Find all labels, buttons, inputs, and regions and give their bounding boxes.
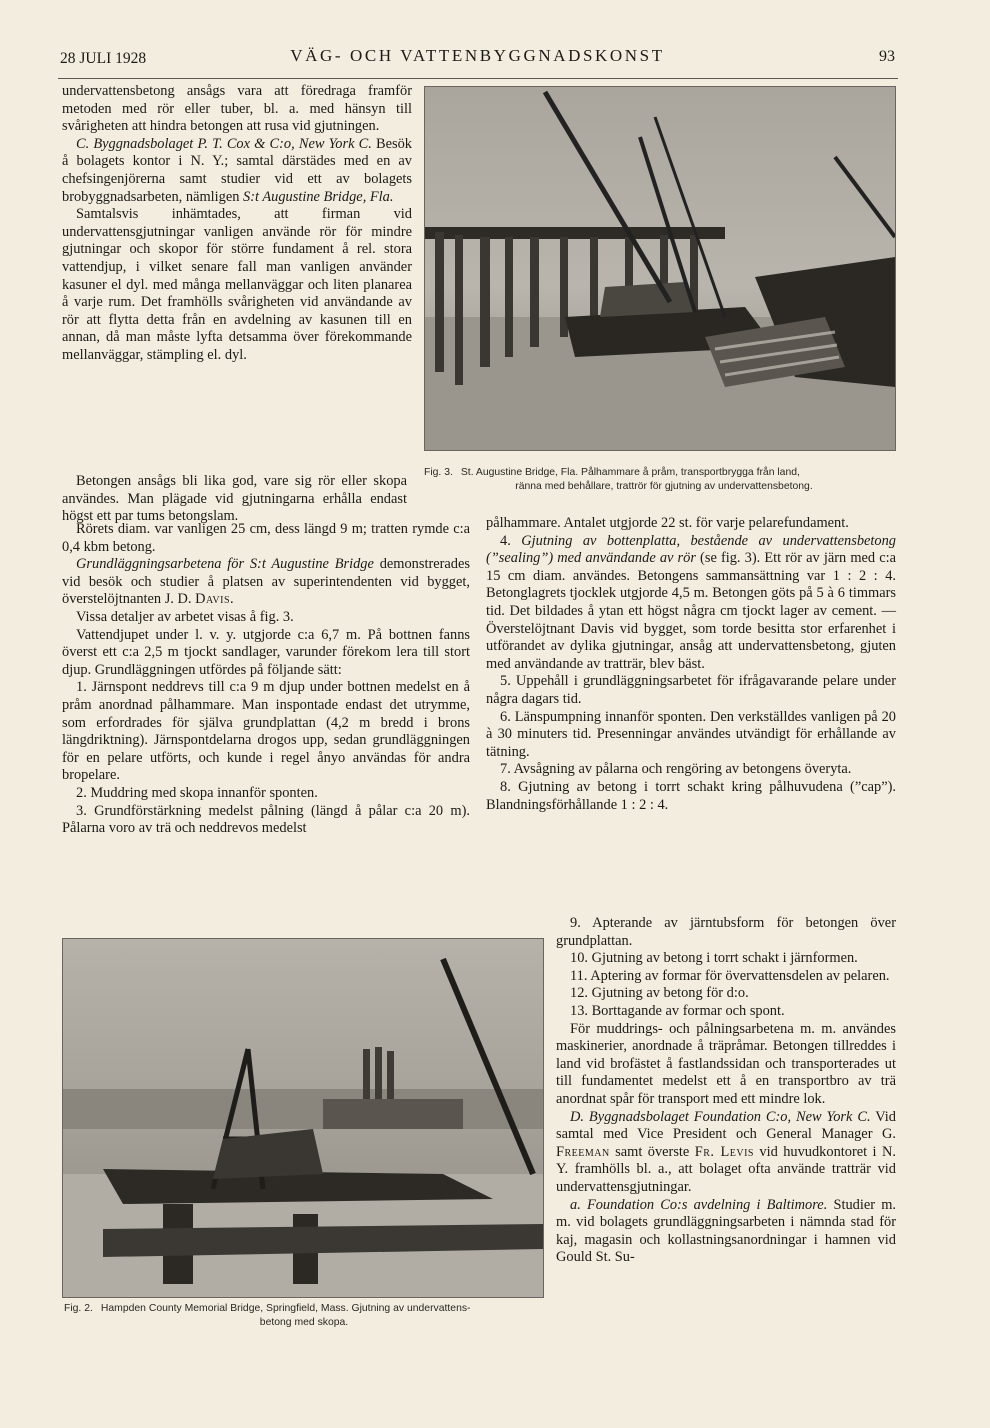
caption-line: St. Augustine Bridge, Fla. Pålhammare å pråm, transportbrygga från land,	[460, 467, 800, 478]
italic-heading: Grundläggningsarbetena för S:t Augustine Bridge	[76, 556, 374, 573]
figure-2-caption	[64, 1302, 544, 1330]
section-c-label: C. Byggnadsbolaget P. T. Cox & C:o, New York C.	[76, 135, 372, 152]
figure-3-caption	[424, 466, 904, 494]
list-item: 3. Grundförstärkning medelst pålning (längd å pålar c:a 20 m). Pålarna voro av trä och neddrevos medelst	[62, 802, 470, 837]
caption-line: Hampden County Memorial Bridge, Springfield, Mass. Gjutning av undervattens-	[100, 1303, 471, 1314]
paragraph: undervattensbetong ansågs vara att föredraga framför metoden med rör eller tuber, bl. a. med hänsyn till svårigheten att hindra betongen att rusa vid gjutningen.	[62, 83, 412, 135]
section-c-paragraph	[62, 136, 412, 206]
section-d-paragraph	[556, 1109, 896, 1197]
paragraph-text: demonstrerades vid besök och studier å platsen av superintendenten vid bygget, överstelöjtnanten J. D.	[62, 556, 470, 608]
column-right-bottom	[556, 915, 896, 1267]
column-left-mid	[62, 473, 407, 526]
column-right-main	[486, 515, 896, 814]
caption-line: ränna med behållare, trattrör för gjutning av undervattensbetong.	[515, 481, 813, 492]
person-name: Davis.	[195, 591, 235, 608]
figure-2-photo	[62, 938, 544, 1298]
issue-date: 28 JULI 1928	[60, 50, 147, 67]
paragraph: Vissa detaljer av arbetet visas å fig. 3.	[76, 608, 294, 625]
list-item	[486, 533, 896, 674]
list-item: 11. Aptering av formar för övervattensdelen av pelaren.	[570, 967, 890, 984]
paragraph: För muddrings- och pålningsarbetena m. m. användes maskinerier, anordnade å träpråmar. Betongen tillreddes i land vid brofästet å fastlandssidan och transporterades ut till fundamentet medelst ett å en transportbro av trä anordnat spår för transport med ett mindre lok.	[556, 1020, 896, 1107]
list-item: 10. Gjutning av betong i torrt schakt i järnformen.	[570, 950, 858, 967]
paragraph-text: (se fig. 3). Ett rör av järn med c:a 15 cm diam. användes. Betongens sammansättning var 1 : 2 : 4. Betonglagrets tjocklek utgjorde 4,5 m. Betongen göts på 5 à 6 timmars tid. Det bildades å ytan ett högst några cm tjockt lager av cement. — Överstelöjtnant Davis vid bygget, som torde besitta stor erfarenhet i utförandet av dylika gjutningar, ansåg att undervattensbetong, gjuten med användande av tratträr, blev bäst.	[486, 550, 896, 672]
figure-label: Fig. 2.	[64, 1303, 93, 1314]
list-item: 7. Avsågning av pålarna och rengöring av betongens överyta.	[500, 761, 852, 778]
paragraph: Betongen ansågs bli lika god, vare sig rör eller skopa användes. Man plägade vid gjutningarna erhålla endast högst ett par tums betongslam.	[62, 473, 407, 525]
paragraph-text: samt överste	[615, 1143, 690, 1160]
bridge-concreting-photo	[63, 939, 543, 1297]
figure-label: Fig. 3.	[424, 467, 453, 478]
paragraph	[62, 556, 470, 609]
list-item: 13. Borttagande av formar och spont.	[570, 1002, 785, 1019]
paragraph-text: Studier m. m. vid bolagets grundläggningsarbeten i nämnda stad för kaj, magasin och kollastningsanordningar i hamnen vid Gould St. Su-	[556, 1196, 896, 1266]
section-a-label: a. Foundation Co:s avdelning i Baltimore.	[570, 1196, 828, 1213]
column-left-main	[62, 521, 470, 838]
person-name: Freeman	[556, 1143, 610, 1160]
list-item: 6. Länspumpning innanför sponten. Den verkställdes vanligen på 20 à 30 minuters tid. Presenningar användes utvändigt för erhållande av tätning.	[486, 708, 896, 760]
italic-heading: Gjutning av bottenplatta, bestående av undervattensbetong (”sealing”) med användande av rör	[486, 532, 896, 567]
section-c-text: Besök å bolagets kontor i N. Y.; samtal därstädes med en av chefsingenjörerna samt studier vid ett av bolagets brobyggnadsarbeten, nämligen	[62, 135, 412, 205]
person-name: Fr. Levis	[694, 1143, 754, 1160]
item-number: 4.	[500, 532, 511, 549]
pier-construction-photo	[425, 87, 895, 450]
paragraph: Samtalsvis inhämtades, att firman vid undervattensgjutningar vanligen använde rör för mindre gjutningar och skopor för större fundament å rel. stora vattendjup, i vilket senare fall man vanligen använder kasuner el dyl. med många mellanväggar och liten planarea å varje rum. Det framhölls svårigheten vid användande av rör att flytta detta från en avdelning av kasunen till en annan, då man måste lyfta detsamma över förekommande mellanväggar, stämpling el. dyl.	[62, 206, 412, 363]
paragraph-text: Vid samtal med Vice President och General Manager G.	[556, 1108, 896, 1143]
list-item: 9. Apterande av järntubsform för betongen över grundplattan.	[556, 915, 896, 949]
caption-line: betong med skopa.	[259, 1317, 349, 1328]
figure-3-photo	[424, 86, 896, 451]
paragraph: Rörets diam. var vanligen 25 cm, dess längd 9 m; tratten rymde c:a 0,4 kbm betong.	[62, 521, 470, 555]
header-rule	[58, 78, 898, 79]
column-left-top	[62, 83, 412, 365]
list-item: 1. Järnspont neddrevs till c:a 9 m djup under bottnen medelst en å pråm anordnad pålhammare. Man inspontade endast det utrymme, som erfordrades för själva grundplattan (4,2 m bredd i brons längdriktning). Järnspontdelarna drogos upp, sedan grundläggningen för en pelare utförts, och kunde i regel ånyo användas för andra bropelare.	[62, 679, 470, 784]
page-header	[60, 46, 895, 74]
list-item: 2. Muddring med skopa innanför sponten.	[76, 784, 318, 801]
paragraph: Vattendjupet under l. v. y. utgjorde c:a 6,7 m. På bottnen fanns överst ett c:a 2,5 m tjockt sandlager, varunder förekom lera till stort djup. Grundläggningen utfördes på följande sätt:	[62, 626, 470, 678]
journal-title: VÄG- OCH VATTENBYGGNADSKONST	[290, 46, 665, 65]
paragraph: pålhammare. Antalet utgjorde 22 st. för varje pelarefundament.	[486, 515, 849, 531]
bridge-name: S:t Augustine Bridge, Fla.	[243, 188, 394, 205]
list-item: 12. Gjutning av betong för d:o.	[570, 985, 749, 1002]
page-number: 93	[879, 48, 895, 65]
list-item: 5. Uppehåll i grundläggningsarbetet för ifrågavarande pelare under några dagars tid.	[486, 673, 896, 707]
paragraph-text: vid huvudkontoret i N. Y. framhölls bl. a., att bolaget ofta använde tratträr vid undervattensgjutningar.	[556, 1143, 896, 1195]
list-item: 8. Gjutning av betong i torrt schakt kring pålhuvudena (”cap”). Blandningsförhållande 1 : 2 : 4.	[486, 778, 896, 813]
section-a-paragraph	[556, 1197, 896, 1267]
section-d-label: D. Byggnadsbolaget Foundation C:o, New York C.	[570, 1108, 871, 1125]
